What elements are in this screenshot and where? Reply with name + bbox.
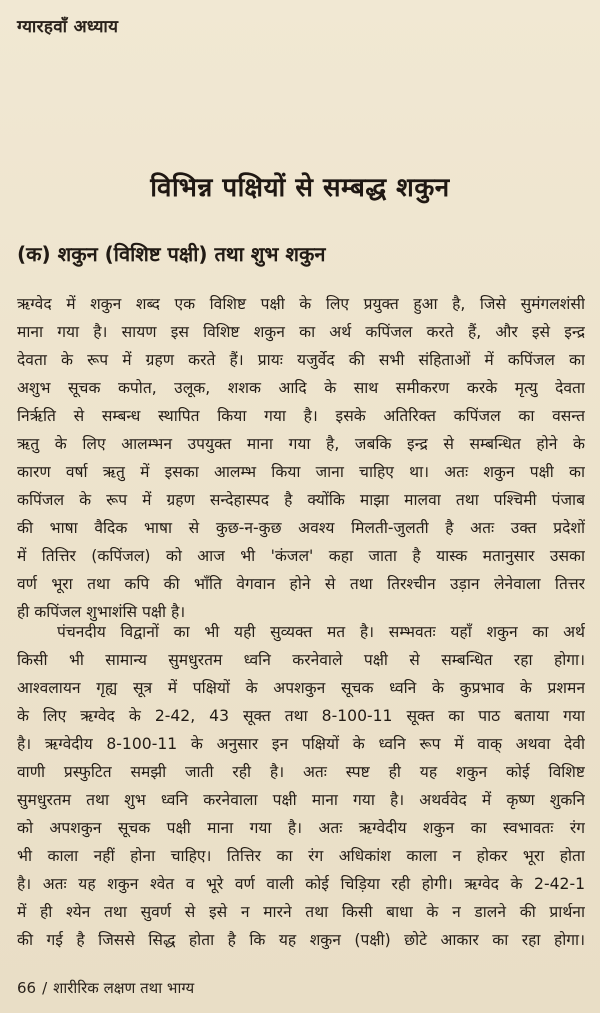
paragraph-line: ऋग्वेद में शकुन शब्द एक विशिष्ट पक्षी के लिए प्रयुक्त हुआ है, जिसे सुमंगलशंसी [17, 295, 585, 313]
running-head: ग्यारहवाँ अध्याय [17, 17, 119, 37]
paragraph-line: में ही श्येन तथा सुवर्ण से इसे न मारने तथा किसी बाधा के न डालने की प्रार्थना [17, 903, 585, 921]
paragraph-line: ऋतु के लिए आलम्भन उपयुक्त माना गया है, जबकि इन्द्र से सम्बन्धित होने के [17, 435, 585, 453]
page-number: 66 [17, 979, 37, 997]
paragraph-line: देवता के रूप में ग्रहण करते हैं। प्रायः यजुर्वेद की सभी संहिताओं में कपिंजल का [17, 351, 585, 369]
paragraph-line: पंचनदीय विद्वानों का भी यही सुव्यक्त मत है। सम्भवतः यहाँ शकुन का अर्थ [57, 623, 585, 641]
paragraph-1 [17, 290, 585, 626]
paragraph-line: कपिंजल के रूप में ग्रहण सन्देहास्पद है क्योंकि माझा मालवा तथा पश्चिमी पंजाब [17, 491, 585, 509]
paragraph-line: के लिए ऋग्वेद के 2-42, 43 सूक्त तथा 8-100-11 सूक्त का पाठ बताया गया [17, 707, 585, 725]
paragraph-line: आश्वलायन गृह्य सूत्र में पक्षियों के अपशकुन सूचक ध्वनि के कुप्रभाव के प्रशमन [17, 679, 585, 697]
paragraph-line: माना गया है। सायण इस विशिष्ट शकुन का अर्थ कपिंजल करते हैं, और इसे इन्द्र [17, 323, 585, 341]
footer-separator: / [42, 979, 48, 997]
paragraph-line: अशुभ सूचक कपोत, उलूक, शशक आदि के साथ समीकरण करके मृत्यु देवता [17, 379, 585, 397]
paragraph-line: वाणी प्रस्फुटित समझी जाती रही है। अतः स्पष्ट ही यह शकुन कोई विशिष्ट [17, 763, 585, 781]
paragraph-line: की गई है जिससे सिद्ध होता है कि यह शकुन (पक्षी) छोटे आकार का रहा होगा। [17, 931, 585, 949]
page-footer [17, 978, 194, 998]
paragraph-line: है। अतः यह शकुन श्वेत व भूरे वर्ण वाली कोई चिड़िया रही होगी। ऋग्वेद के 2-42-1 [17, 875, 585, 893]
paragraph-line: किसी भी सामान्य सुमधुरतम ध्वनि करनेवाले पक्षी से सम्बन्धित रहा होगा। [17, 651, 585, 669]
paragraph-2 [17, 618, 585, 954]
paragraph-line: में तित्तिर (कपिंजल) को आज भी 'कंजल' कहा जाता है यास्क मतानुसार उसका [17, 547, 585, 565]
paragraph-line: ही कपिंजल शुभाशंसि पक्षी है। [17, 603, 186, 621]
chapter-title: विभिन्न पक्षियों से सम्बद्ध शकुन [150, 173, 450, 203]
paragraph-line: की भाषा वैदिक भाषा से कुछ-न-कुछ अवश्य मिलती-जुलती है अतः उक्त प्रदेशों [17, 519, 585, 537]
paragraph-line: सुमधुरतम तथा शुभ ध्वनि करनेवाला पक्षी माना गया है। अथर्ववेद में कृष्ण शुकनि [17, 791, 585, 809]
book-title: शारीरिक लक्षण तथा भाग्य [53, 979, 195, 997]
section-heading: (क) शकुन (विशिष्ट पक्षी) तथा शुभ शकुन [17, 242, 326, 266]
paragraph-line: कारण वर्षा ऋतु में इसका आलम्भ किया जाना चाहिए था। अतः शकुन पक्षी का [17, 463, 585, 481]
paragraph-line: भी काला नहीं होना चाहिए। तित्तिर का रंग अधिकांश काला न होकर भूरा होता [17, 847, 585, 865]
paragraph-line: निर्ऋति से सम्बन्ध स्थापित किया गया है। इसके अतिरिक्त कपिंजल का वसन्त [17, 407, 585, 425]
paragraph-line: को अपशकुन सूचक पक्षी माना गया है। अतः ऋग्वेदीय शकुन का स्वभावतः रंग [17, 819, 585, 837]
paragraph-line: वर्ण भूरा तथा कपि की भाँति वेगवान होने से तथा तिरश्चीन उड़ान लेनेवाला तित्तर [17, 575, 585, 593]
paragraph-line: है। ऋग्वेदीय 8-100-11 के अनुसार इन पक्षियों के ध्वनि रूप में वाक् अथवा देवी [17, 735, 585, 753]
